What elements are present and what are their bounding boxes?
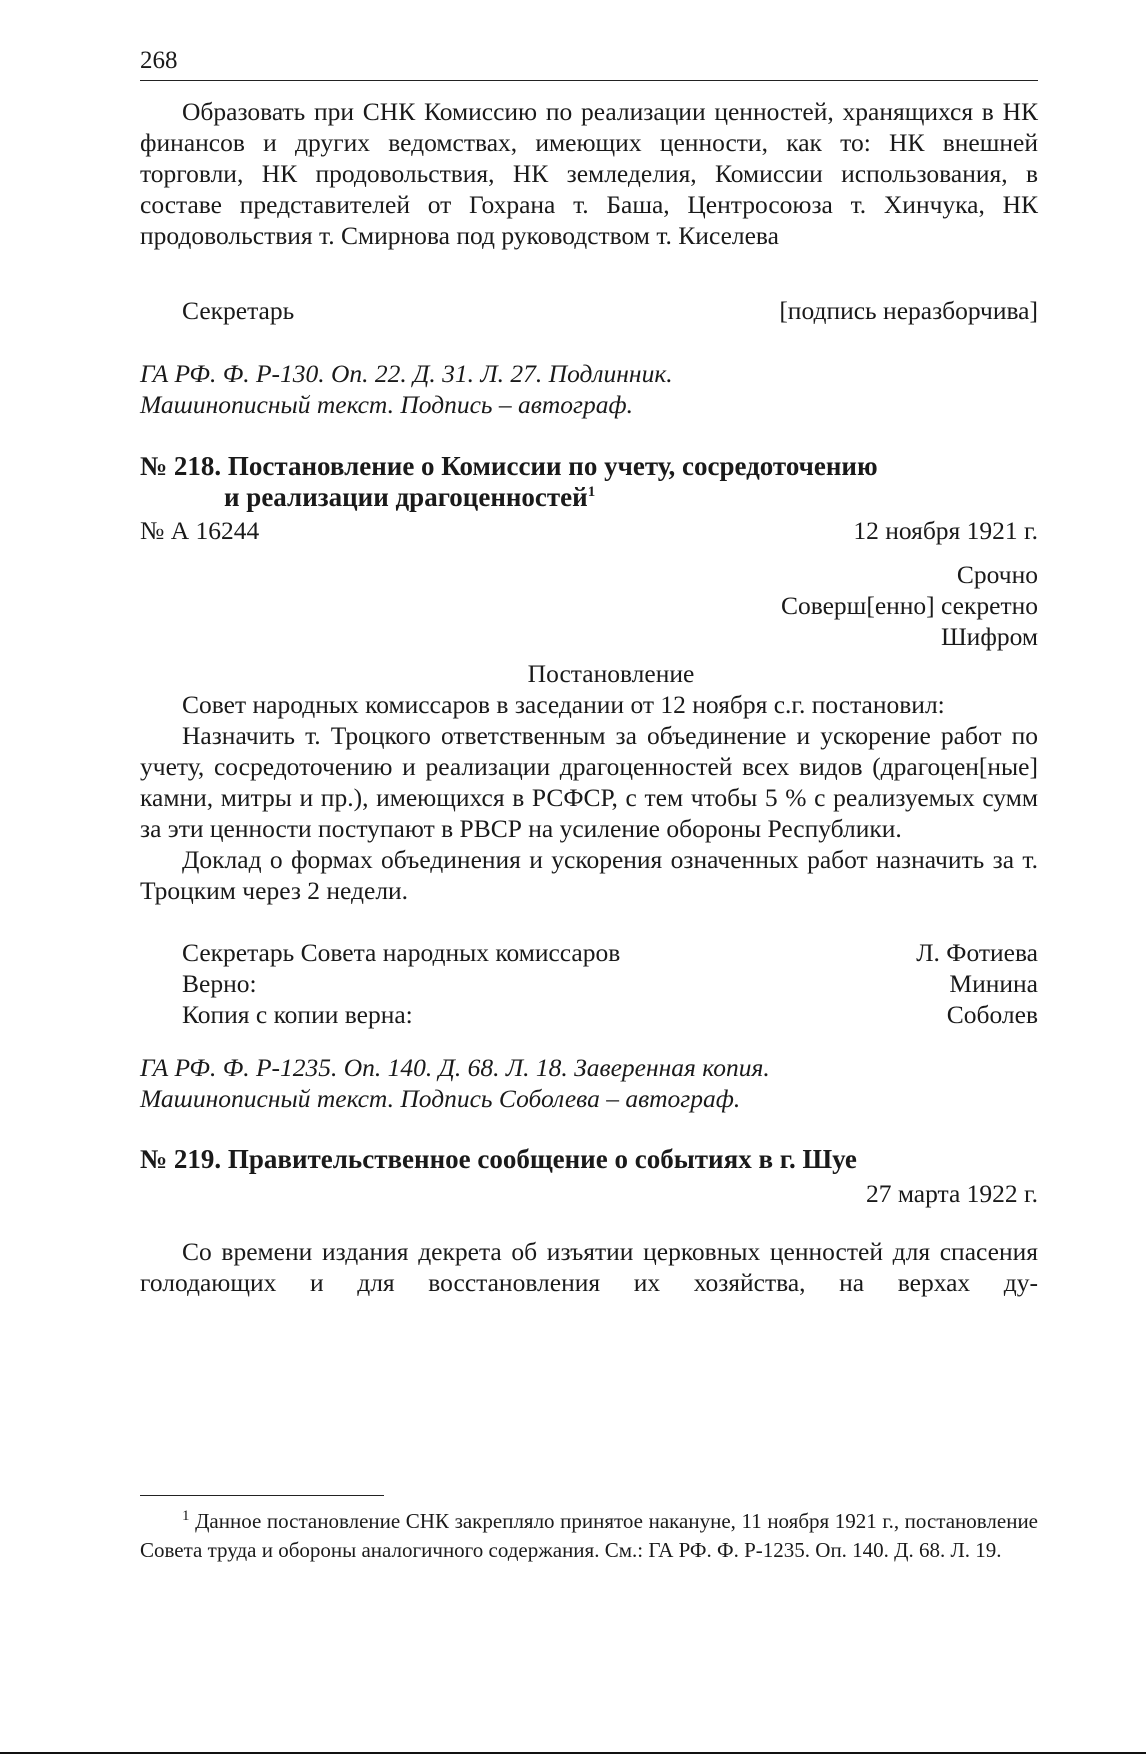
intro-paragraph: Образовать при СНК Комиссию по реализации ценностей, хранящихся в НК финансов и других ведомствах, имеющих ценности, как то: НК внешней торговли, НК продовольствия, НК земледелия, Комиссии использования, в составе представителей от Гохрана т. Баша, Центросоюза т. Хинчука, НК продовольствия т. Смирнова под руководством т. Киселева [140, 97, 1038, 250]
intro-block [140, 96, 1038, 251]
source-line: ГА РФ. Ф. Р-1235. Оп. 140. Д. 68. Л. 18. Заверенная копия. [140, 1053, 770, 1082]
signer-name: Соболев [946, 1000, 1038, 1029]
intro-source [140, 358, 1038, 420]
page-bottom-edge [0, 1752, 1146, 1754]
footnote-text: Данное постановление СНК закрепляло принятое накануне, 11 ноября 1921 г., постановление Совета труда и обороны аналогичного содержания. См.: ГА РФ. Ф. Р-1235. Оп. 140. Д. 68. Л. 19. [140, 1509, 1038, 1562]
source-line: Машинописный текст. Подпись Соболева – автограф. [140, 1084, 741, 1113]
signer-role: Секретарь Совета народных комиссаров [182, 938, 621, 967]
doc218-title [140, 451, 1038, 513]
doc219-para1: Со времени издания декрета об изъятии церковных ценностей для спасения голодающих и для восстановления их хозяйства, на верхах ду- [140, 1237, 1038, 1297]
doc218-para1: Совет народных комиссаров в заседании от 12 ноября с.г. постановил: [182, 690, 945, 719]
doc219-title: № 219. Правительственное сообщение о событиях в г. Шуе [140, 1144, 857, 1174]
doc218-heading: Постановление [527, 659, 695, 688]
doc218-title-line2: и реализации драгоценностей [224, 482, 588, 512]
doc218-marks [140, 559, 1038, 652]
doc219-date: 27 марта 1922 г. [865, 1179, 1038, 1208]
doc218-para2: Назначить т. Троцкого ответственным за объединение и ускорение работ по учету, сосредоточению и реализации драгоценностей всех видов (драгоцен[ные] камни, митры и пр.), имеющихся в РСФСР, с тем чтобы 5 % с реализуемых сумм за эти ценности поступают в РВСР на усиление обороны Республики. [140, 721, 1038, 843]
signer-role: Копия с копии верна: [182, 1000, 413, 1029]
mark-secret: Соверш[енно] секретно [780, 591, 1038, 620]
page-number: 268 [140, 47, 178, 74]
footnote [140, 1507, 1038, 1565]
doc218-para3: Доклад о формах объединения и ускорения означенных работ назначить за т. Троцким через 2 недели. [140, 845, 1038, 905]
doc219-meta [140, 1178, 1038, 1209]
doc218-body [140, 658, 1038, 906]
doc218-meta [140, 515, 1038, 546]
footnote-mark: 1 [182, 1508, 190, 1524]
source-line: Машинописный текст. Подпись – автограф. [140, 390, 633, 419]
intro-signature [140, 295, 1038, 326]
source-line: ГА РФ. Ф. Р-130. Оп. 22. Д. 31. Л. 27. Подлинник. [140, 359, 673, 388]
doc218-date: 12 ноября 1921 г. [853, 516, 1038, 545]
doc218-source [140, 1052, 1038, 1114]
signer-name: Минина [949, 969, 1038, 998]
doc218-number: № А 16244 [140, 516, 260, 545]
signer-name: Л. Фотиева [916, 938, 1038, 967]
doc219-body [140, 1236, 1038, 1298]
footnote-rule [140, 1495, 384, 1496]
secretary-signature: [подпись неразборчива] [779, 296, 1038, 325]
header-rule [140, 80, 1038, 81]
signer-role: Верно: [182, 969, 257, 998]
doc218-title-line1: № 218. Постановление о Комиссии по учету, сосредоточению [140, 451, 878, 481]
mark-cipher: Шифром [940, 622, 1038, 651]
mark-urgent: Срочно [956, 560, 1038, 589]
doc218-signatures [140, 937, 1038, 1030]
footnote-ref[interactable]: 1 [587, 484, 596, 500]
secretary-label: Секретарь [182, 296, 295, 325]
